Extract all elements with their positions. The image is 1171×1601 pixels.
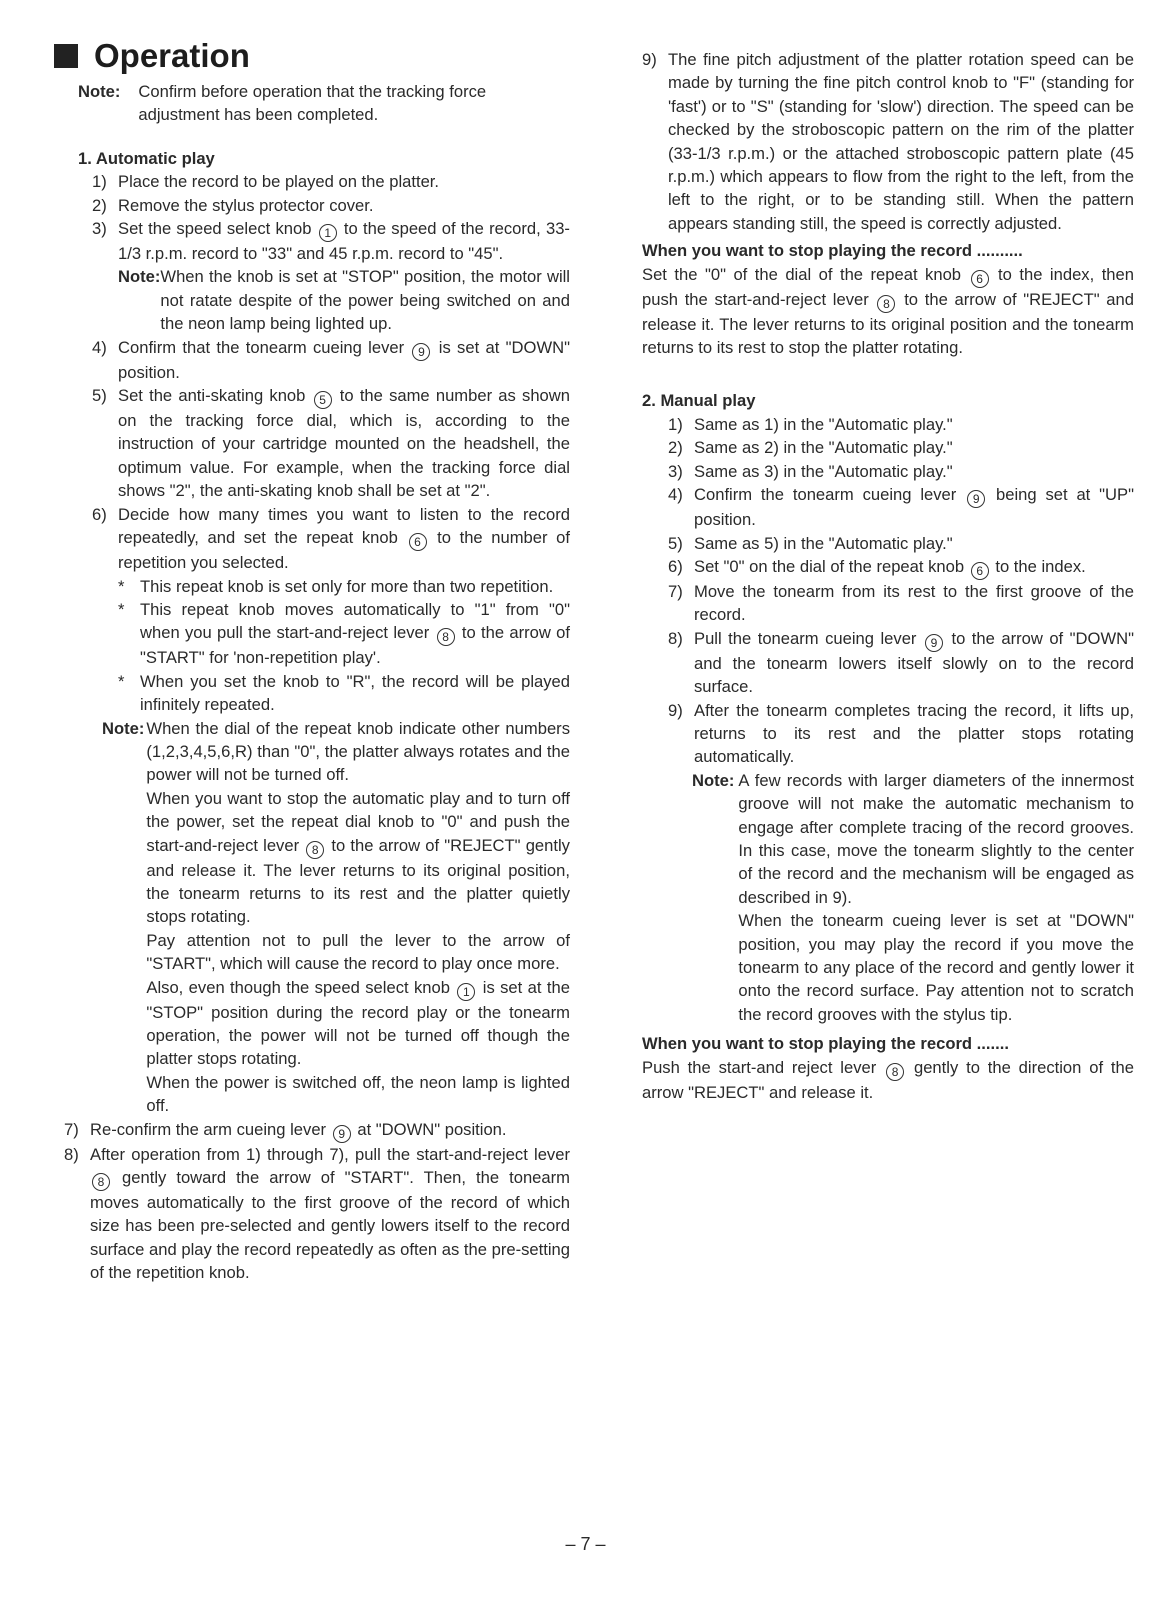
list-item: 3) Same as 3) in the "Automatic play.": [668, 461, 953, 481]
left-column: [50, 36, 570, 1285]
note-block: Note: When the dial of the repeat knob indicate other numbers (1,2,3,4,5,6,R) than "0", the platter always rotates and the power will not be turned off. When you want to stop the automatic play and to turn off the power, set the repeat dial knob to "0" and push the start-and-reject lever 8 to the arrow of "REJECT" gently and release it. The lever returns to its original position, the tonearm returns to its rest and the platter quietly stops rotating. Pay attention not to pull the lever to the arrow of "START", which will cause the record to play once more. Also, even though the speed select knob 1 is set at the "STOP" position during the record play or the tonearm operation, the power will not be turned off though the platter stops rotating. When the power is switched off, the neon lamp is lighted off.: [102, 718, 570, 1116]
list-item: 4) Confirm the tonearm cueing lever 9 being set at "UP" position.: [668, 485, 1134, 530]
list-item: 6) Decide how many times you want to listen to the record repeatedly, and set the repeat knob 6 to the number of repetition you selected.: [92, 504, 570, 573]
bullet-item: * When you set the knob to "R", the record will be played infinitely repeated.: [118, 670, 570, 717]
page-title: Operation: [94, 37, 250, 74]
list-item: 3) Set the speed select knob 1 to the speed of the record, 33-1/3 r.p.m. record to "33" and 45 r.p.m. record to "45".: [92, 219, 570, 264]
list-item: 5) Set the anti-skating knob 5 to the same number as shown on the tracking force dial, which is, according to the instruction of your cartridge mounted on the headshell, the optimum value. For example, when the tracking force dial shows "2", the anti-skating knob shall be set at "2".: [92, 386, 570, 501]
list-item: 8) Pull the tonearm cueing lever 9 to the arrow of "DOWN" and the tonearm lowers itself slowly on to the record surface.: [668, 628, 1134, 697]
intro-note: [78, 80, 570, 127]
callout-number: 8: [886, 1063, 904, 1081]
asterisk-icon: *: [118, 599, 125, 619]
stop-instructions: Push the start-and reject lever 8 gently to the direction of the arrow "REJECT" and release it.: [642, 1057, 1134, 1102]
list-item: 9) After the tonearm completes tracing the record, it lifts up, returns to its rest and the platter stops rotating automatically.: [668, 700, 1134, 767]
list-item: 2) Remove the stylus protector cover.: [92, 195, 374, 215]
callout-number: 8: [877, 295, 895, 313]
bullet-item: * This repeat knob moves automatically to "1" from "0" when you pull the start-and-reject lever 8 to the arrow of "START" for 'non-repetition play'.: [118, 598, 570, 670]
callout-number: 5: [314, 391, 332, 409]
callout-number: 8: [437, 628, 455, 646]
callout-number: 1: [319, 224, 337, 242]
list-item: 8) After operation from 1) through 7), pull the start-and-reject lever 8 gently toward the arrow of "START". Then, the tonearm moves automatically to the first groove of the record of which size has been pre-selected and gently lowers itself to the record surface and play the record repeatedly as often as the pre-setting of the repetition knob.: [64, 1144, 570, 1283]
callout-number: 1: [457, 983, 475, 1001]
heading-square-icon: [54, 44, 78, 68]
callout-number: 9: [333, 1125, 351, 1143]
callout-number: 8: [306, 841, 324, 859]
list-item: 1) Place the record to be played on the platter.: [92, 172, 440, 192]
list-item: 1) Same as 1) in the "Automatic play.": [668, 414, 953, 434]
stop-heading: When you want to stop playing the record .......: [642, 1034, 1009, 1054]
callout-number: 8: [92, 1173, 110, 1191]
section-manual-play: 2. Manual play: [642, 391, 756, 411]
note-label: Note:: [78, 82, 121, 101]
callout-number: 9: [925, 634, 943, 652]
right-column: [642, 48, 1134, 1104]
asterisk-icon: *: [118, 671, 125, 691]
callout-number: 9: [412, 343, 430, 361]
list-item: 4) Confirm that the tonearm cueing lever 9 is set at "DOWN" position.: [92, 337, 570, 382]
callout-number: 6: [971, 562, 989, 580]
stop-instructions: Set the "0" of the dial of the repeat knob 6 to the index, then push the start-and-reject lever 8 to the arrow of "REJECT" and release it. The lever returns to its original position and the tonearm returns to its rest to stop the platter rotating.: [642, 264, 1134, 358]
note-text: Confirm before operation that the tracking force adjustment has been completed.: [138, 82, 487, 125]
list-item: 7) Move the tonearm from its rest to the first groove of the record.: [668, 581, 1134, 625]
list-item: 2) Same as 2) in the "Automatic play.": [668, 438, 953, 458]
note-block: Note: When the knob is set at "STOP" position, the motor will not ratate despite of the power being switched on and the neon lamp being lighted up.: [118, 267, 570, 334]
section-automatic-play: 1. Automatic play: [78, 148, 215, 168]
callout-number: 6: [409, 533, 427, 551]
asterisk-icon: *: [118, 576, 125, 596]
list-item: 5) Same as 5) in the "Automatic play.": [668, 533, 953, 553]
note-block: Note: A few records with larger diameters of the innermost groove will not make the automatic mechanism to engage after complete tracing of the record grooves. In this case, move the tonearm slightly to the center of the record and the mechanism will be engaged as described in 9). When the tonearm cueing lever is set at "DOWN" position, you may play the record if you move the tonearm to any place of the record and gently lower it onto the record surface. Pay attention not to scratch the record grooves with the stylus tip.: [692, 770, 1134, 1024]
bullet-item: * This repeat knob is set only for more than two repetition.: [118, 575, 570, 598]
callout-number: 6: [971, 270, 989, 288]
stop-heading: When you want to stop playing the record ..........: [642, 241, 1023, 261]
list-item: 6) Set "0" on the dial of the repeat knob 6 to the index.: [668, 556, 1086, 578]
page-number: – 7 –: [565, 1534, 606, 1554]
callout-number: 9: [967, 490, 985, 508]
section-heading: [50, 36, 570, 76]
list-item: 7) Re-confirm the arm cueing lever 9 at "DOWN" position.: [64, 1119, 507, 1141]
list-item: 9) The fine pitch adjustment of the platter rotation speed can be made by turning the fine pitch control knob to "F" (standing for 'fast') or to "S" (standing for 'slow') direction. The speed can be checked by the stroboscopic pattern on the rim of the platter (33-1/3 r.p.m.) or the attached stroboscopic pattern plate (45 r.p.m.) which appears to flow from the right to the left, from the left to the right, or to be standing still. When the pattern appears standing still, the speed is correctly adjusted.: [642, 50, 1134, 233]
